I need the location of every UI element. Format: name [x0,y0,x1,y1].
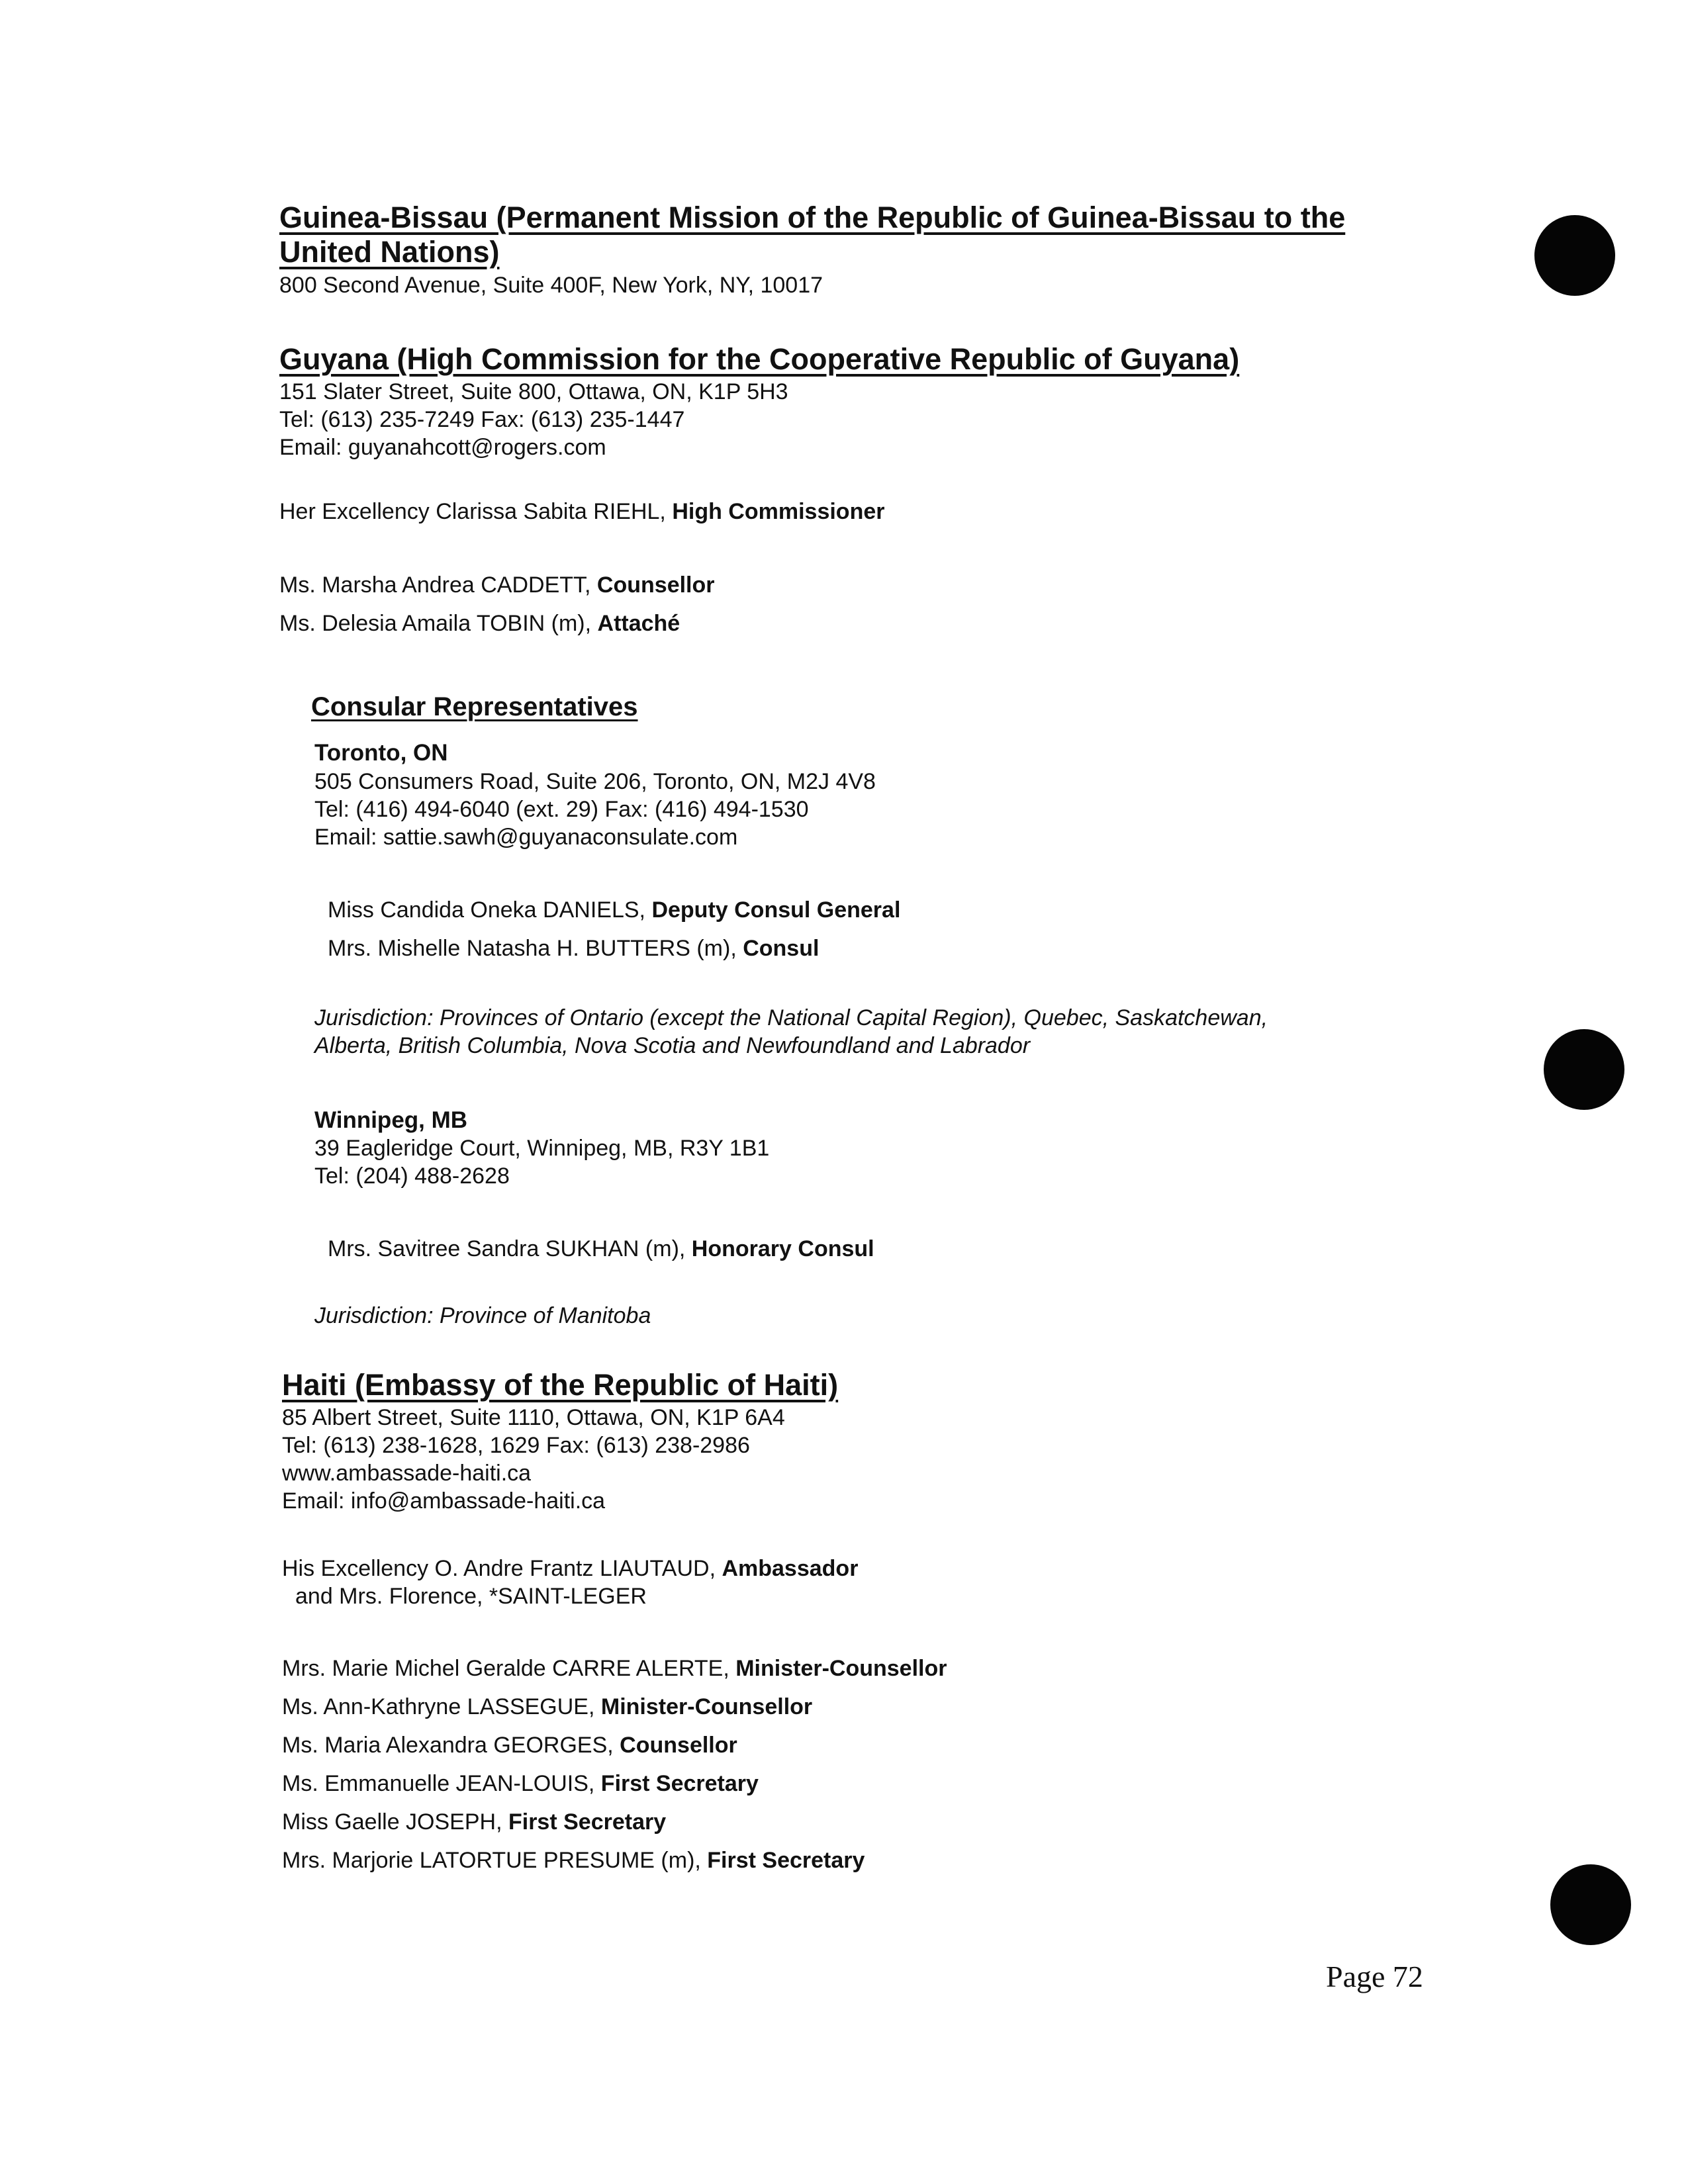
guyana-staff-item [279,610,680,637]
person-title: Honorary Consul [691,1236,874,1261]
person-name: Mrs. Savitree Sandra SUKHAN (m), [328,1236,692,1261]
person-title: First Secretary [600,1771,759,1796]
haiti-address: 85 Albert Street, Suite 1110, Ottawa, ON, K1P 6A4 [282,1405,785,1430]
person-title: Minister-Counsellor [600,1694,813,1719]
guyana-heading: Guyana (High Commission for the Cooperative Republic of Guyana) [279,342,1240,376]
person-title: Counsellor [620,1733,737,1758]
toronto-jurisdiction-line1: Jurisdiction: Provinces of Ontario (except the National Capital Region), Quebec, Saskatchewan, [314,1005,1268,1030]
guinea-bissau-address: 800 Second Avenue, Suite 400F, New York, NY, 10017 [279,273,823,298]
page-number: Page 72 [1326,1960,1423,1993]
haiti-phone: Tel: (613) 238-1628, 1629 Fax: (613) 238-2986 [282,1433,750,1458]
person-title: Counsellor [596,572,715,598]
toronto-staff-item [328,934,819,962]
punch-hole [1544,1029,1624,1110]
winnipeg-address: 39 Eagleridge Court, Winnipeg, MB, R3Y 1B1 [314,1136,770,1161]
person-name: Miss Gaelle JOSEPH, [282,1809,508,1835]
toronto-city: Toronto, ON [314,740,448,766]
guyana-email: Email: guyanahcott@rogers.com [279,435,606,460]
guyana-phone: Tel: (613) 235-7249 Fax: (613) 235-1447 [279,407,685,432]
person-name: Ms. Ann-Kathryne LASSEGUE, [282,1694,601,1719]
haiti-staff-item [282,1770,759,1797]
person-title: High Commissioner [672,499,885,524]
punch-hole [1550,1864,1631,1945]
toronto-jurisdiction-line2: Alberta, British Columbia, Nova Scotia and Newfoundland and Labrador [314,1033,1031,1058]
toronto-phone: Tel: (416) 494-6040 (ext. 29) Fax: (416) 494-1530 [314,797,809,822]
person-name: Ms. Maria Alexandra GEORGES, [282,1733,620,1758]
person-name: Miss Candida Oneka DANIELS, [328,897,652,923]
winnipeg-city: Winnipeg, MB [314,1107,468,1133]
person-title: First Secretary [508,1809,667,1835]
person-title: Consul [743,936,820,961]
person-name: His Excellency O. Andre Frantz LIAUTAUD, [282,1556,722,1581]
person-name: Mrs. Mishelle Natasha H. BUTTERS (m), [328,936,743,961]
winnipeg-phone: Tel: (204) 488-2628 [314,1163,510,1189]
person-title: Deputy Consul General [651,897,901,923]
consular-heading: Consular Representatives [311,692,638,721]
haiti-staff-item [282,1731,737,1759]
person-name: Her Excellency Clarissa Sabita RIEHL, [279,499,673,524]
haiti-staff-item [282,1655,947,1682]
guyana-head-of-mission [279,498,885,525]
haiti-website: www.ambassade-haiti.ca [282,1461,532,1486]
guinea-bissau-heading-line1: Guinea-Bissau (Permanent Mission of the Republic of Guinea-Bissau to the [279,201,1346,234]
person-title: Ambassador [722,1556,859,1581]
haiti-head-spouse: and Mrs. Florence, *SAINT-LEGER [295,1584,647,1609]
toronto-address: 505 Consumers Road, Suite 206, Toronto, ON, M2J 4V8 [314,769,876,794]
guyana-staff-item [279,571,715,599]
punch-hole [1534,215,1615,296]
haiti-head-of-mission [282,1555,858,1582]
haiti-staff-item [282,1846,865,1874]
winnipeg-staff-item [328,1235,874,1263]
toronto-staff-item [328,896,900,924]
person-name: Ms. Delesia Amaila TOBIN (m), [279,611,598,636]
person-name: Ms. Marsha Andrea CADDETT, [279,572,597,598]
person-title: First Secretary [707,1848,865,1873]
winnipeg-jurisdiction: Jurisdiction: Province of Manitoba [314,1303,651,1328]
guinea-bissau-heading-line2: United Nations) [279,235,500,269]
person-title: Minister-Counsellor [735,1656,947,1681]
haiti-email: Email: info@ambassade-haiti.ca [282,1488,606,1514]
toronto-email: Email: sattie.sawh@guyanaconsulate.com [314,825,738,850]
haiti-heading: Haiti (Embassy of the Republic of Haiti) [282,1368,839,1402]
person-name: Mrs. Marie Michel Geralde CARRE ALERTE, [282,1656,736,1681]
person-name: Mrs. Marjorie LATORTUE PRESUME (m), [282,1848,708,1873]
person-title: Attaché [597,611,680,636]
haiti-staff-item [282,1693,812,1721]
guyana-address: 151 Slater Street, Suite 800, Ottawa, ON, K1P 5H3 [279,379,788,404]
haiti-staff-item [282,1808,666,1836]
person-name: Ms. Emmanuelle JEAN-LOUIS, [282,1771,601,1796]
